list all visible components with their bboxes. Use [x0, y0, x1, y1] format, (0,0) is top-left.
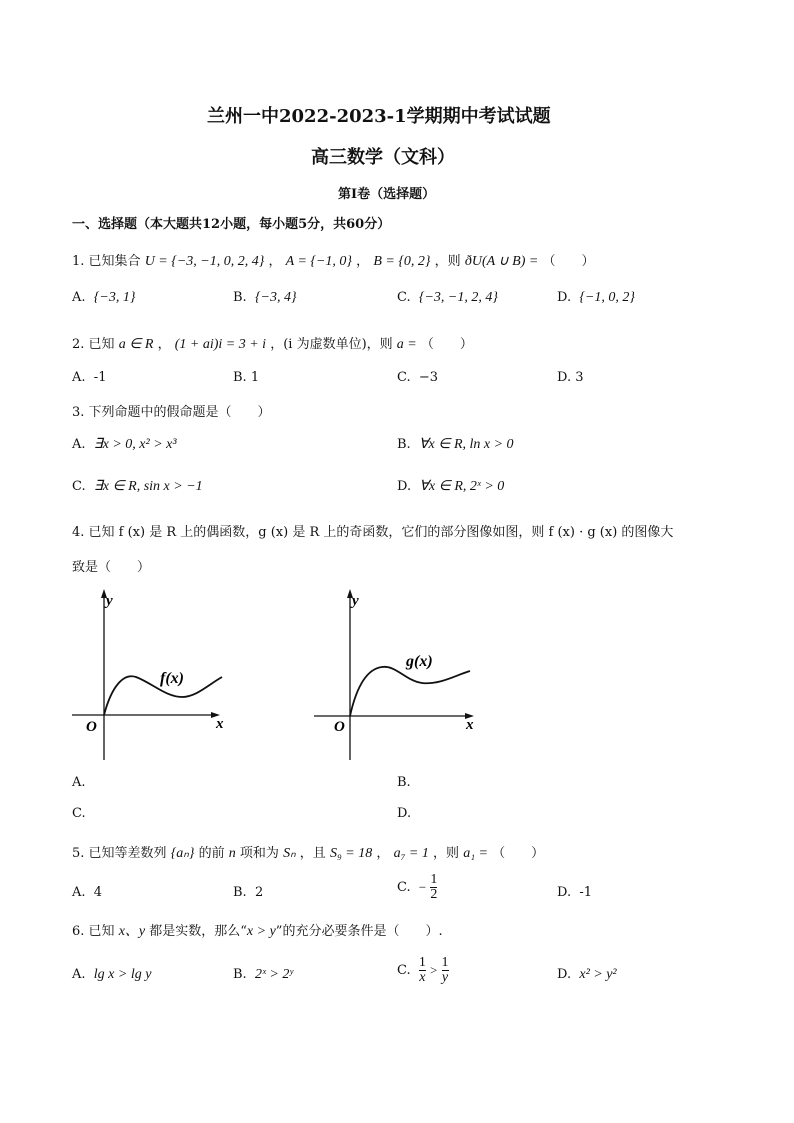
- q6-option-a[interactable]: [72, 967, 151, 983]
- q5-c-sign: −: [418, 879, 427, 895]
- q2-option-a[interactable]: [72, 370, 106, 385]
- graph-f-curve-label: f(x): [160, 670, 184, 687]
- q5-a1: a₁ =: [463, 846, 489, 861]
- option-value: -1: [579, 885, 593, 900]
- q5-s9: S₉ = 18: [329, 846, 373, 861]
- fraction-numerator: 1: [430, 872, 438, 887]
- q5-option-c[interactable]: [397, 873, 437, 902]
- option-label: B.: [397, 437, 411, 452]
- q2-sep: ，: [157, 337, 171, 352]
- q6-option-d[interactable]: [557, 967, 617, 983]
- q5-text-f: ，则: [433, 846, 460, 861]
- option-value: 2: [254, 885, 264, 900]
- q2-option-b[interactable]: [233, 370, 259, 385]
- graph-f-origin: O: [86, 719, 97, 735]
- q5-option-b[interactable]: [233, 885, 263, 900]
- q5-stem: 5. 已知等差数列: [72, 846, 167, 861]
- q1-option-a[interactable]: [72, 290, 135, 306]
- q3-option-b[interactable]: [397, 436, 514, 453]
- q4-option-a[interactable]: A.: [72, 775, 86, 790]
- q5-text-c: 项和为: [239, 846, 279, 861]
- q5-text-d: ，且: [299, 846, 326, 861]
- q6-text-c: ”的充分必要条件是（ ）.: [275, 924, 443, 939]
- q6-option-b[interactable]: [233, 967, 293, 983]
- q4-option-d[interactable]: D.: [397, 806, 412, 821]
- exam-subject: 高三数学（文科）: [311, 147, 455, 168]
- graph-g-origin: O: [334, 719, 345, 735]
- option-label: A.: [72, 437, 86, 452]
- option-label: C.: [397, 290, 411, 305]
- q3-option-c[interactable]: [72, 478, 203, 495]
- question-4-line-2: 致是（ ）: [72, 560, 151, 575]
- graph-g-curve-label: g(x): [406, 653, 433, 670]
- fraction-numerator: 1: [441, 955, 449, 970]
- option-value: {−1, 0, 2}: [579, 290, 636, 305]
- q1-option-d[interactable]: [557, 290, 635, 306]
- q2-option-c[interactable]: [397, 370, 438, 385]
- option-value: -1: [93, 370, 107, 385]
- q6-text-b: 都是实数，那么“: [149, 924, 247, 939]
- option-label: C.: [397, 963, 411, 978]
- q1-set-a: A = {−1, 0}: [285, 254, 353, 269]
- question-2: [72, 333, 473, 353]
- option-label: D.: [557, 967, 572, 982]
- q4-option-c[interactable]: C.: [72, 806, 86, 821]
- option-value: ∀x ∈ R, ln x > 0: [418, 437, 514, 452]
- option-value: 1: [250, 370, 260, 385]
- q5-option-d[interactable]: [557, 885, 592, 900]
- q2-equation: (1 + ai)i = 3 + i: [174, 337, 267, 352]
- option-label: B.: [233, 370, 247, 385]
- option-value: 4: [93, 885, 103, 900]
- option-label: A.: [72, 885, 86, 900]
- option-label: A.: [72, 290, 86, 305]
- q1-set-u: U = {−3, −1, 0, 2, 4}: [144, 254, 265, 269]
- graph-g-x-label: x: [466, 717, 474, 733]
- q3-option-a[interactable]: [72, 436, 177, 453]
- option-label: B.: [233, 290, 247, 305]
- q5-a7: a₇ = 1: [393, 846, 429, 861]
- fraction-denominator: y: [441, 970, 449, 985]
- q6-c-fraction-left: [419, 956, 426, 985]
- option-label: C.: [72, 479, 86, 494]
- question-4-line-1: 4. 已知 f (x) 是 R 上的偶函数，g (x) 是 R 上的奇函数，它们的部分图像如图，则 f (x) · g (x) 的图像大: [72, 525, 674, 540]
- q1-set-b: B = {0, 2}: [373, 254, 431, 269]
- graph-f: [66, 585, 246, 765]
- question-3: 3. 下列命题中的假命题是（ ）: [72, 405, 271, 420]
- graph-g-y-label: y: [352, 593, 359, 609]
- q1-sep1: ，: [268, 254, 282, 269]
- q2-stem: 2. 已知: [72, 337, 115, 352]
- q5-paren: （ ）: [492, 846, 545, 861]
- option-value: 2ˣ > 2ʸ: [254, 967, 293, 982]
- q5-option-a[interactable]: [72, 885, 102, 900]
- option-label: C.: [397, 370, 411, 385]
- q1-paren: （ ）: [542, 254, 595, 269]
- q2-ask: a =: [396, 337, 417, 352]
- option-label: D.: [397, 479, 412, 494]
- option-label: C.: [397, 880, 411, 895]
- option-label: B.: [233, 885, 247, 900]
- option-value: ∀x ∈ R, 2ˣ > 0: [419, 479, 505, 494]
- q4-option-b[interactable]: B.: [397, 775, 411, 790]
- option-label: A.: [72, 370, 86, 385]
- graph-g-curve: [350, 667, 470, 716]
- option-label: B.: [233, 967, 247, 982]
- section-heading: 一、选择题（本大题共12小题，每小题5分，共60分）: [72, 217, 391, 232]
- option-value: −3: [418, 370, 439, 385]
- q6-stem: 6. 已知: [72, 924, 115, 939]
- q5-n: n: [228, 846, 236, 861]
- q2-option-d[interactable]: [557, 370, 584, 385]
- option-label: D.: [557, 885, 572, 900]
- option-value: ∃x > 0, x² > x³: [93, 437, 177, 452]
- question-1: [72, 250, 594, 270]
- question-5: [72, 842, 544, 862]
- option-value: lg x > lg y: [93, 967, 152, 982]
- graph-f-y-label: y: [106, 593, 113, 609]
- q1-stem: 1. 已知集合: [72, 254, 141, 269]
- option-value: 3: [575, 370, 584, 385]
- option-label: A.: [72, 967, 86, 982]
- question-6: [72, 920, 443, 940]
- q3-option-d[interactable]: [397, 478, 504, 495]
- exam-title: 兰州一中2022-2023-1学期期中考试试题: [207, 106, 551, 127]
- q2-note: ，(i 为虚数单位)，则: [270, 337, 393, 352]
- fraction-denominator: 2: [430, 887, 438, 902]
- fraction-numerator: 1: [418, 955, 426, 970]
- volume-heading: 第Ⅰ卷（选择题）: [338, 187, 436, 202]
- q6-c-fraction-right: [442, 956, 449, 985]
- q6-option-c[interactable]: [397, 956, 449, 985]
- graph-g: [310, 585, 490, 765]
- q2-paren: （ ）: [420, 337, 473, 352]
- q5-sn: Sₙ: [283, 846, 296, 861]
- q6-vars: x、y: [118, 924, 146, 939]
- q1-then: ，则: [434, 254, 461, 269]
- q5-sequence: {aₙ}: [170, 846, 195, 861]
- fraction-denominator: x: [419, 970, 426, 985]
- option-value: {−3, −1, 2, 4}: [418, 290, 498, 305]
- q1-expression: ðU(A ∪ B) =: [464, 254, 539, 269]
- q1-sep2: ，: [356, 254, 370, 269]
- q2-condition: a ∈ R: [118, 337, 154, 352]
- q5-text-e: ，: [376, 846, 390, 861]
- q5-text-b: 的前: [198, 846, 225, 861]
- option-value: ∃x ∈ R, sin x > −1: [93, 479, 203, 494]
- q6-c-operator: >: [430, 962, 438, 978]
- q1-option-b[interactable]: [233, 290, 297, 306]
- graph-f-x-label: x: [216, 716, 224, 732]
- option-label: D.: [557, 290, 572, 305]
- option-value: {−3, 4}: [254, 290, 297, 305]
- option-value: {−3, 1}: [93, 290, 136, 305]
- q6-condition: x > y: [246, 924, 276, 939]
- option-value: x² > y²: [579, 967, 617, 982]
- option-label: D.: [557, 370, 572, 385]
- q1-option-c[interactable]: [397, 290, 498, 306]
- q5-c-fraction: [430, 873, 437, 902]
